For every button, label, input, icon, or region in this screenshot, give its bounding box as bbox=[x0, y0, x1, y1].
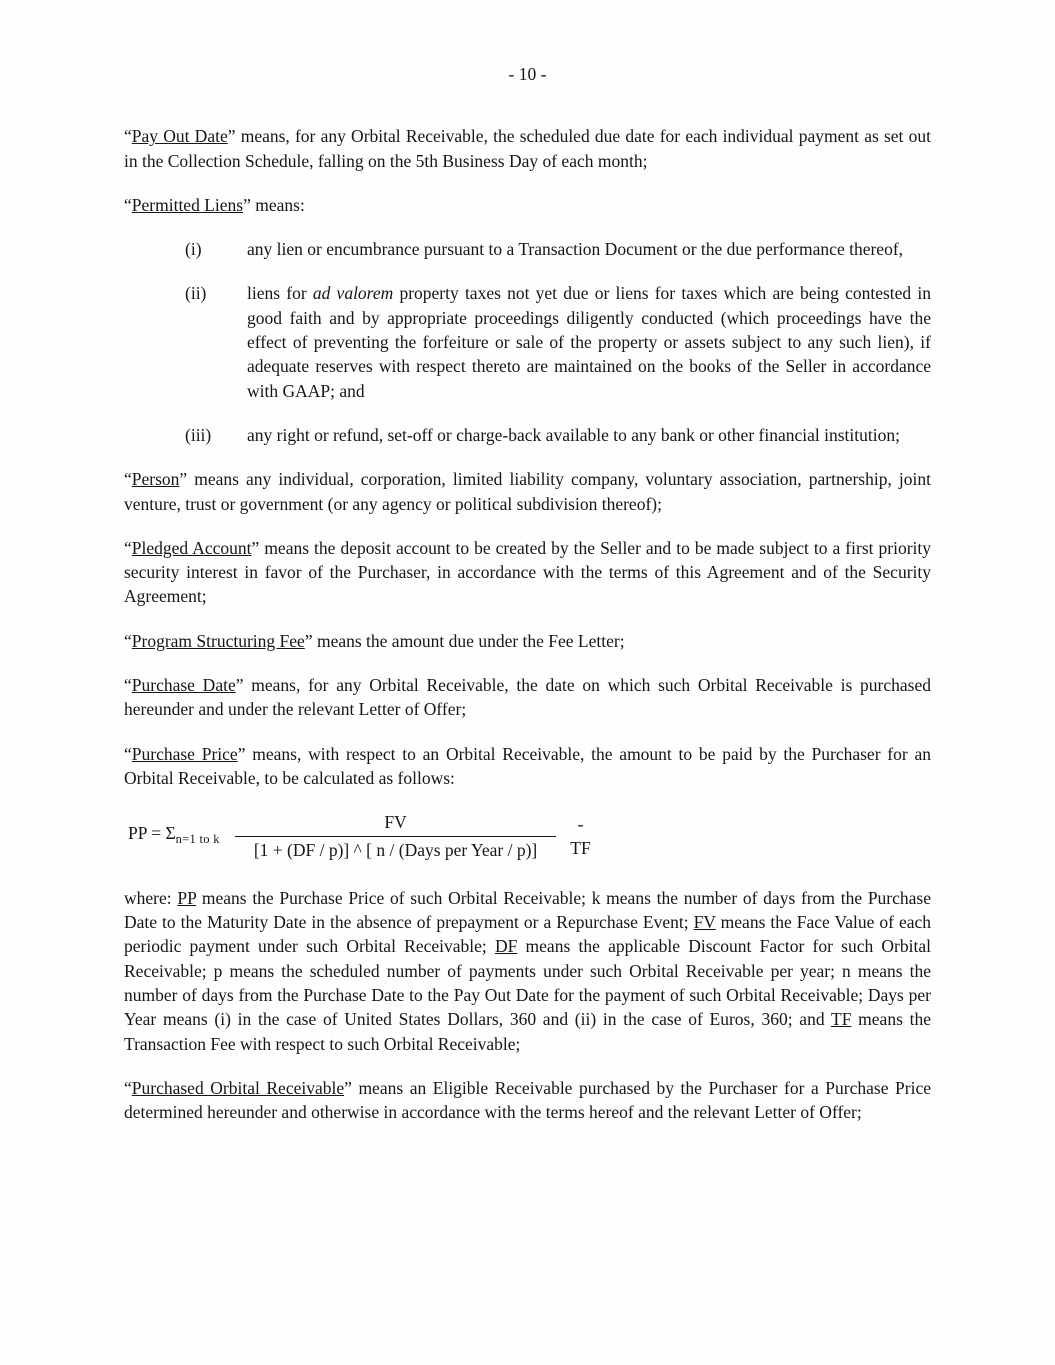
open-quote: “ bbox=[124, 675, 132, 696]
where-text: means the Transaction Fee with respect to such Orbital Receivable; bbox=[124, 1009, 931, 1054]
formula-fraction bbox=[235, 810, 556, 862]
item-numeral: (i) bbox=[185, 239, 202, 260]
definition-body: means any individual, corporation, limited liability company, voluntary association, partnership, joint venture, trust or government (or any agency or political subdivision thereof); bbox=[124, 469, 931, 514]
item-text bbox=[247, 281, 931, 402]
definition-body: means, with respect to an Orbital Receivable, the amount to be paid by the Purchaser for an Orbital Receivable, to be calculated as follows: bbox=[124, 743, 931, 788]
defined-term-purchased-orbital-receivable: Purchased Orbital Receivable bbox=[131, 1077, 345, 1098]
defined-term-pay-out-date: Pay Out Date bbox=[131, 126, 228, 147]
close-quote: ” bbox=[227, 126, 236, 147]
definition-permitted-liens bbox=[124, 193, 931, 217]
where-text: means the applicable Discount Factor for such Orbital Receivable; p means the scheduled number of payments under such Orbital Receivable per year; n means the number of days from the Purchase Date to the Pay Out Date for the payment of such Orbital Receivable; Days per Year means (i) in the case of United States Dollars, 360 and (ii) in the case of Euros, 360; and bbox=[124, 936, 931, 1030]
where-term-pp: PP bbox=[177, 887, 197, 908]
definition-purchase-date bbox=[124, 673, 931, 722]
page-number: - 10 - bbox=[508, 64, 547, 84]
where-text: means the Purchase Price of such Orbital Receivable; k means the number of days from the Purchase Date to the Maturity Date in the absence of prepayment or a Repurchase Event; bbox=[124, 887, 931, 933]
close-quote: ” bbox=[304, 630, 313, 651]
formula-minus-sign: - bbox=[577, 813, 584, 834]
where-lead: where: bbox=[124, 887, 178, 908]
definition-program-structuring-fee bbox=[124, 629, 931, 653]
formula-transaction-fee-symbol: TF bbox=[570, 838, 591, 859]
formula-numerator: FV bbox=[384, 812, 407, 833]
definition-person bbox=[124, 467, 931, 516]
where-term-tf: TF bbox=[831, 1009, 852, 1030]
definition-purchase-price bbox=[124, 742, 931, 791]
close-quote: ” bbox=[237, 743, 246, 764]
open-quote: “ bbox=[124, 537, 132, 558]
defined-term-program-structuring-fee: Program Structuring Fee bbox=[131, 630, 305, 651]
permitted-liens-item-i bbox=[185, 237, 931, 261]
close-quote: ” bbox=[251, 537, 260, 558]
item-numeral: (iii) bbox=[185, 424, 212, 445]
open-quote: “ bbox=[124, 469, 132, 490]
defined-term-permitted-liens: Permitted Liens bbox=[131, 194, 244, 215]
definition-body: means: bbox=[250, 194, 305, 215]
defined-term-person: Person bbox=[131, 469, 180, 490]
where-term-fv: FV bbox=[693, 912, 716, 933]
open-quote: “ bbox=[124, 194, 132, 215]
formula-pp-equals: PP = bbox=[128, 822, 166, 843]
sigma-summation-symbol: Σ bbox=[165, 822, 176, 843]
definition-body: means, for any Orbital Receivable, the scheduled due date for each individual payment as set out in the Collection Schedule, falling on the 5th Business Day of each month; bbox=[124, 126, 931, 171]
open-quote: “ bbox=[124, 743, 132, 764]
item-text: any right or refund, set-off or charge-back available to any bank or other financial institution; bbox=[247, 424, 900, 445]
open-quote: “ bbox=[124, 1077, 132, 1098]
formula-lhs bbox=[128, 821, 220, 851]
summation-subscript: n=1 to k bbox=[175, 831, 220, 846]
definition-body: means an Eligible Receivable purchased by the Purchaser for a Purchase Price determined hereunder and otherwise in accordance with the terms hereof and the relevant Letter of Offer; bbox=[124, 1077, 931, 1123]
item-text-pre: liens for bbox=[247, 283, 313, 304]
close-quote: ” bbox=[243, 194, 251, 215]
definition-body: means, for any Orbital Receivable, the date on which such Orbital Receivable is purchased hereunder and under the relevant Letter of Offer; bbox=[124, 675, 931, 720]
formula-denominator: [1 + (DF / p)] ^ [ n / (Days per Year / p)] bbox=[235, 836, 556, 862]
definition-purchased-orbital-receivable bbox=[124, 1076, 931, 1125]
item-text-latin-phrase: ad valorem bbox=[312, 283, 394, 304]
defined-term-purchase-date: Purchase Date bbox=[131, 675, 236, 696]
formula-subtraction bbox=[570, 812, 590, 861]
where-term-df: DF bbox=[494, 936, 518, 957]
close-quote: ” bbox=[235, 675, 244, 696]
open-quote: “ bbox=[124, 126, 132, 147]
permitted-liens-item-iii bbox=[185, 423, 931, 447]
close-quote: ” bbox=[344, 1077, 352, 1098]
definition-pledged-account bbox=[124, 536, 931, 609]
definition-body: means the deposit account to be created by the Seller and to be made subject to a first priority security interest in favor of the Purchaser, in accordance with the terms of this Agreement and of the Security Agreement; bbox=[124, 537, 932, 607]
open-quote: “ bbox=[124, 630, 132, 651]
purchase-price-formula bbox=[128, 810, 931, 862]
permitted-liens-item-ii bbox=[185, 281, 931, 402]
close-quote: ” bbox=[179, 469, 188, 490]
where-text: means the Face Value of each periodic payment under such Orbital Receivable; bbox=[124, 912, 931, 957]
definition-pay-out-date bbox=[124, 124, 931, 173]
item-numeral: (ii) bbox=[185, 283, 207, 304]
defined-term-pledged-account: Pledged Account bbox=[131, 537, 252, 558]
formula-where-clause bbox=[124, 886, 931, 1056]
defined-term-purchase-price: Purchase Price bbox=[131, 743, 238, 764]
item-text-post: property taxes not yet due or liens for taxes which are being contested in good faith and by appropriate proceedings diligently conducted (which proceedings have the effect of preventing the forfeiture or sale of the property or assets subject to any such lien), if adequate reserves with respect thereto are maintained on the books of the Seller in accordance with GAAP; and bbox=[247, 283, 931, 401]
definition-body: means the amount due under the Fee Letter; bbox=[312, 630, 625, 651]
item-text: any lien or encumbrance pursuant to a Transaction Document or the due performance thereof, bbox=[247, 239, 904, 260]
